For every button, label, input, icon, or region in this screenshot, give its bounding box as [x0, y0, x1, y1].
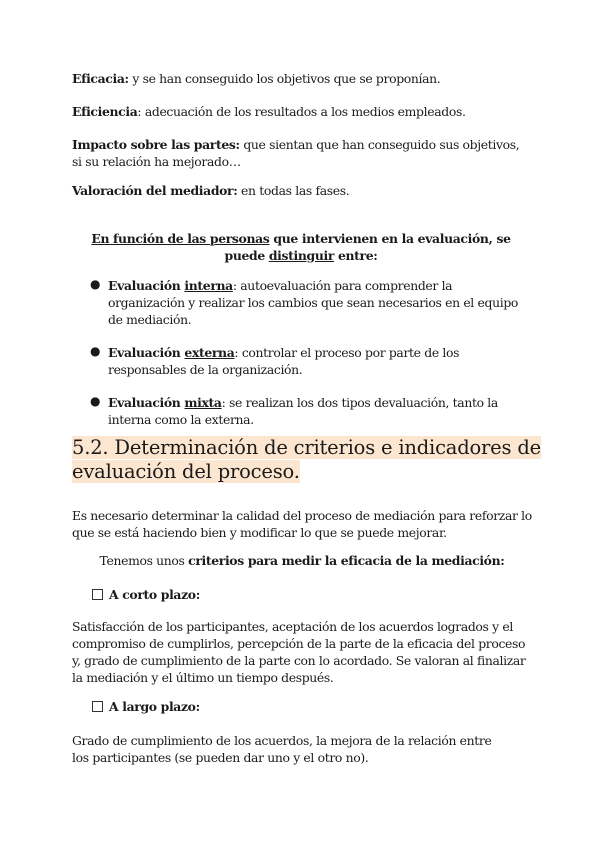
- criteria-line-text: Tenemos unos: [99, 553, 189, 568]
- item-label: Evaluación: [108, 345, 185, 360]
- checkbox-icon: [92, 589, 103, 600]
- intro-paragraph: Es necesario determinar la calidad del proceso de mediación para reforzar lo que se está haciendo bien y modificar lo que se puede mejorar.: [72, 508, 532, 540]
- criteria-line: [72, 552, 532, 569]
- item-text: : se realizan los dos tipos devaluación, tanto la interna como la externa.: [108, 395, 498, 427]
- definition-text: que sientan que han conseguido sus objetivos, si su relación ha mejorado…: [72, 137, 520, 169]
- bullet-icon: ●: [90, 394, 101, 408]
- short-term-heading: [92, 587, 200, 602]
- definition-term: Valoración del mediador:: [72, 183, 238, 198]
- persons-intro: [76, 230, 526, 264]
- section-heading-text: 5.2. Determinación de criterios e indicadores de evaluación del proceso.: [72, 436, 541, 483]
- list-item: [90, 344, 530, 378]
- definition-text: y se han conseguido los objetivos que se proponían.: [128, 71, 441, 86]
- definition-text: : adecuación de los resultados a los medios empleados.: [137, 104, 466, 119]
- definition-eficiencia: [72, 103, 532, 120]
- definition-text: en todas las fases.: [237, 183, 350, 198]
- definition-term: Eficiencia: [72, 104, 138, 119]
- definition-valoracion: [72, 182, 532, 199]
- item-label-underlined: mixta: [184, 395, 222, 410]
- short-term-text: Satisfacción de los participantes, aceptación de los acuerdos logrados y el compromiso de cumplirlos, percepción de la parte de la eficacia del proceso y, grado de cumplimiento de la parte con lo acordado. Se valoran al finalizar la mediación y el último un tiempo después.: [72, 619, 526, 685]
- persons-intro-underlined-2: distinguir: [268, 248, 335, 263]
- long-term-heading: [92, 699, 200, 714]
- evaluation-types-list: [90, 277, 530, 428]
- list-item: [90, 394, 530, 428]
- checkbox-icon: [92, 701, 103, 712]
- definition-term: Eficacia:: [72, 71, 129, 86]
- item-label-underlined: interna: [184, 278, 233, 293]
- item-text: : controlar el proceso por parte de los responsables de la organización.: [108, 345, 460, 377]
- persons-intro-underlined: En función de las personas: [91, 231, 270, 246]
- persons-intro-text: que intervienen en la evaluación, se puede: [224, 231, 511, 263]
- short-term-label: A corto plazo:: [109, 587, 200, 602]
- long-term-text: Grado de cumplimiento de los acuerdos, la mejora de la relación entre los participantes (se pueden dar uno y el otro no).: [72, 733, 492, 765]
- long-term-label: A largo plazo:: [109, 699, 200, 714]
- bullet-icon: ●: [90, 277, 101, 291]
- definition-term: Impacto sobre las partes:: [72, 137, 240, 152]
- item-label-underlined: externa: [184, 345, 235, 360]
- criteria-line-bold: criterios para medir la eficacia de la mediación:: [188, 553, 505, 568]
- section-heading: [72, 436, 542, 484]
- item-text: : autoevaluación para comprender la organización y realizar los cambios que sean necesarios en el equipo de mediación.: [108, 278, 519, 327]
- item-label: Evaluación: [108, 278, 185, 293]
- definition-eficacia: [72, 70, 532, 87]
- persons-intro-text-2: entre:: [334, 248, 378, 263]
- list-item: [90, 277, 530, 328]
- item-label: Evaluación: [108, 395, 185, 410]
- definition-impacto: [72, 136, 532, 170]
- bullet-icon: ●: [90, 344, 101, 358]
